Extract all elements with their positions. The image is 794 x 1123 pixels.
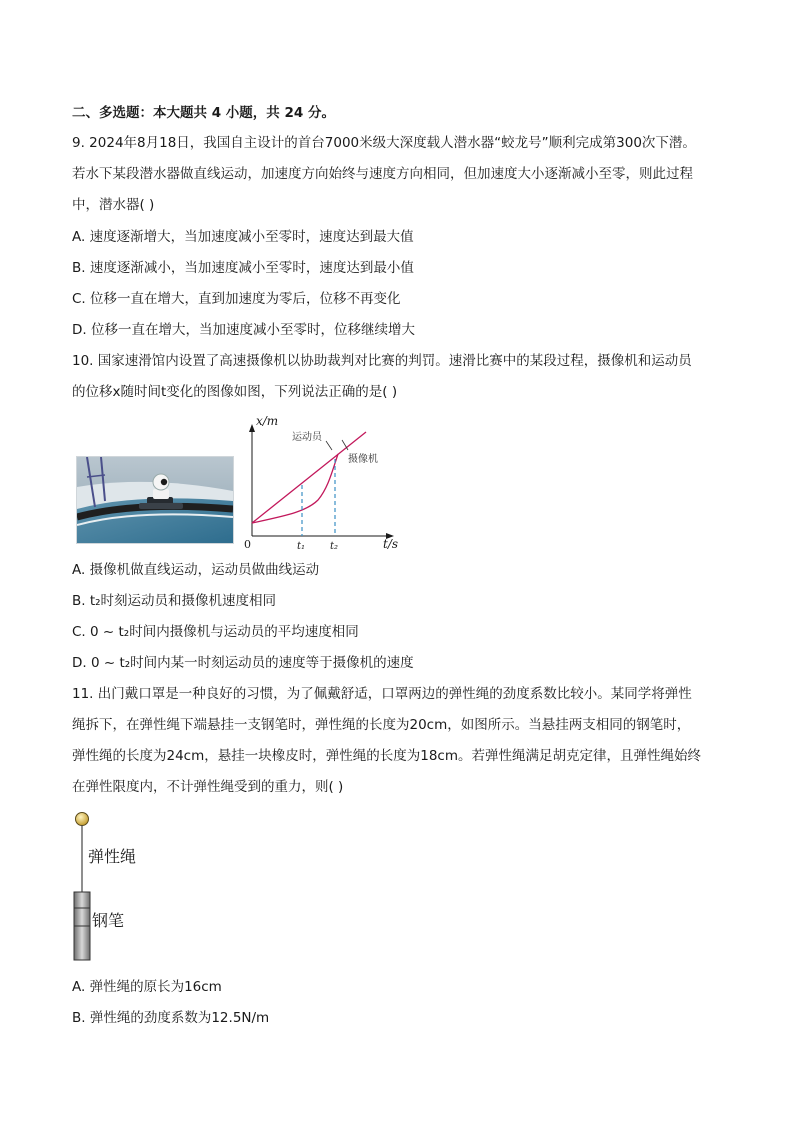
- origin-label: 0: [244, 538, 251, 551]
- x-axis-label: x/m: [256, 414, 279, 428]
- q11-stem-line-2: 绳拆下，在弹性绳下端悬挂一支钢笔时，弹性绳的长度为20cm，如图所示。当悬挂两支相同的钢笔时，: [72, 717, 691, 733]
- q11-stem-line-3: 弹性绳的长度为24cm，悬挂一块橡皮时，弹性绳的长度为18cm。若弹性绳满足胡克定律，且弹性绳始终: [72, 748, 702, 764]
- q10-option-d[interactable]: D. 0 ~ t₂时间内某一时刻运动员的速度等于摄像机的速度: [72, 655, 414, 671]
- q9-option-a[interactable]: A. 速度逐渐增大，当加速度减小至零时，速度达到最大值: [72, 229, 414, 245]
- athlete-label: 运动员: [292, 432, 322, 443]
- section-title: 二、多选题：本大题共 4 小题，共 24 分。: [72, 105, 335, 121]
- displacement-time-graph: [244, 412, 414, 552]
- rope-label: 弹性绳: [88, 847, 137, 866]
- q9-option-b[interactable]: B. 速度逐渐减小，当加速度减小至零时，速度达到最小值: [72, 260, 414, 276]
- athlete-leader-line: [326, 441, 332, 450]
- rope-pen-svg: [66, 810, 166, 962]
- t2-label: t₂: [330, 541, 339, 552]
- q11-option-b[interactable]: B. 弹性绳的劲度系数为12.5N/m: [72, 1010, 270, 1026]
- q11-stem-line-1: 11. 出门戴口罩是一种良好的习惯，为了佩戴舒适，口罩两边的弹性绳的劲度系数比较小。某同学将弹性: [72, 686, 692, 702]
- t-axis-label: t/s: [383, 537, 399, 551]
- q11-option-a[interactable]: A. 弹性绳的原长为16cm: [72, 979, 222, 995]
- camera-label: 摄像机: [348, 454, 378, 465]
- x-axis-arrow-icon: [249, 424, 255, 432]
- hanging-knob-icon: [76, 813, 89, 826]
- q10-option-b[interactable]: B. t₂时刻运动员和摄像机速度相同: [72, 593, 277, 609]
- q9-stem-line-1: 9. 2024年8月18日，我国自主设计的首台7000米级大深度载人潜水器“蛟龙号”顺利完成第300次下潜。: [72, 135, 696, 151]
- q10-stem-line-2: 的位移x随时间t变化的图像如图，下列说法正确的是( ): [72, 384, 398, 400]
- q9-stem-line-2: 若水下某段潜水器做直线运动，加速度方向始终与速度方向相同，但加速度大小逐渐减小至零，则此过程: [72, 166, 693, 182]
- elastic-rope-figure: [66, 810, 166, 962]
- q10-stem-line-1: 10. 国家速滑馆内设置了高速摄像机以协助裁判对比赛的判罚。速滑比赛中的某段过程，摄像机和运动员: [72, 353, 692, 369]
- t1-label: t₁: [297, 541, 306, 552]
- q9-option-c[interactable]: C. 位移一直在增大，直到加速度为零后，位移不再变化: [72, 291, 401, 307]
- q11-stem-line-4: 在弹性限度内，不计弹性绳受到的重力，则( ): [72, 779, 344, 795]
- q9-stem-line-3: 中，潜水器( ): [72, 197, 155, 213]
- camera-line: [252, 432, 366, 523]
- xt-graph-svg: [244, 412, 414, 552]
- camera-photo-illustration: [77, 457, 233, 543]
- pen-label: 钢笔: [92, 911, 125, 930]
- speed-skating-camera-photo: [76, 456, 234, 544]
- q10-option-a[interactable]: A. 摄像机做直线运动，运动员做曲线运动: [72, 562, 320, 578]
- q9-option-d[interactable]: D. 位移一直在增大，当加速度减小至零时，位移继续增大: [72, 322, 415, 338]
- q10-option-c[interactable]: C. 0 ~ t₂时间内摄像机与运动员的平均速度相同: [72, 624, 359, 640]
